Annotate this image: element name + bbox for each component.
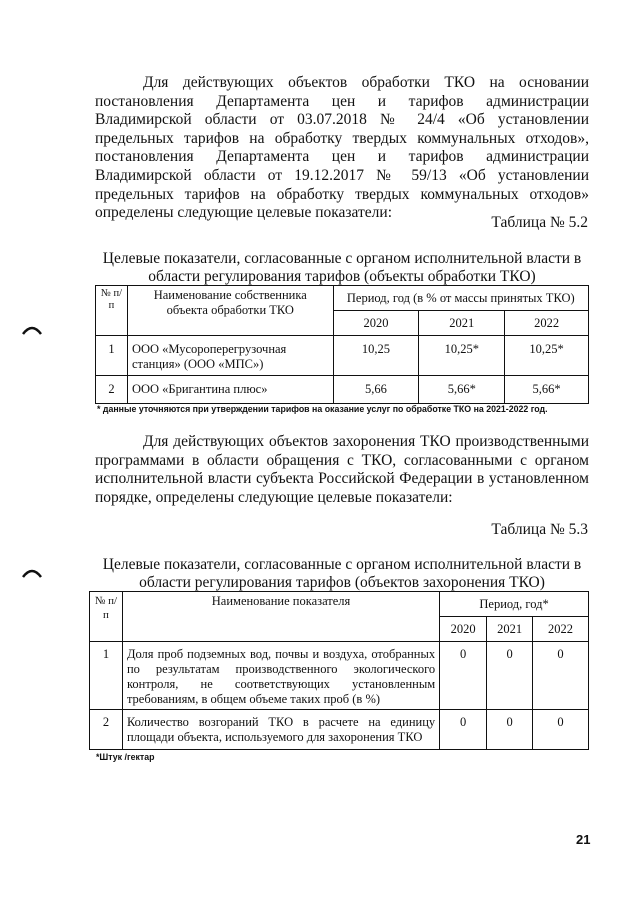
header-number: № п/п xyxy=(96,286,128,336)
value-2022: 5,66* xyxy=(505,376,589,404)
table-5-3-footnote: *Штук /гектар xyxy=(96,752,155,762)
value-2022: 10,25* xyxy=(505,336,589,376)
row-number: 2 xyxy=(96,376,128,404)
row-owner-name: ООО «Бригантина плюс» xyxy=(127,376,333,404)
punch-hole-mark xyxy=(22,565,42,579)
table-5-2-footnote: * данные уточняются при утверждении тарифов на оказание услуг по обработке ТКО на 2021-2022 год. xyxy=(97,404,548,414)
table-5-2 xyxy=(95,285,589,404)
row-indicator-name: Доля проб подземных вод, почвы и воздуха, отобранных по результатам производственного экологического контроля, не соответствующих установленным требованиям, в общем объеме таких проб (в %) xyxy=(122,642,439,710)
value-2022: 0 xyxy=(533,710,589,750)
header-year-2020: 2020 xyxy=(333,311,419,336)
row-indicator-name: Количество возгораний ТКО в расчете на единицу площади объекта, используемого для захоронения ТКО xyxy=(122,710,439,750)
header-period: Период, год* xyxy=(440,592,589,617)
value-2020: 10,25 xyxy=(333,336,419,376)
header-number: № п/п xyxy=(90,592,123,642)
value-2022: 0 xyxy=(533,642,589,710)
value-2020: 0 xyxy=(440,642,487,710)
page-number: 21 xyxy=(576,832,591,847)
header-year-2021: 2021 xyxy=(487,617,533,642)
table-row xyxy=(90,710,589,750)
value-2021: 0 xyxy=(487,642,533,710)
row-number: 1 xyxy=(96,336,128,376)
value-2021: 0 xyxy=(487,710,533,750)
table-5-3-label: Таблица № 5.3 xyxy=(491,521,588,538)
header-owner-name: Наименование собственника объекта обработки ТКО xyxy=(127,286,333,336)
paragraph-2: Для действующих объектов захоронения ТКО производственными программами в области обращения с ТКО, согласованными с органом исполнительной власти субъекта Российской Федерации в установленном порядке, определены следующие целевые показатели: xyxy=(95,433,589,506)
paragraph-1: Для действующих объектов обработки ТКО на основании постановления Департамента цен и тарифов администрации Владимирской области от 03.07.2018 № 24/4 «Об установлении предельных тарифов на обработку твердых коммунальных отходов», постановления Департамента цен и тарифов администрации Владимирской области от 19.12.2017 № 59/13 «Об установлении предельных тарифов на обработку твердых коммунальных отходов» определены следующие целевые показатели: xyxy=(95,74,589,222)
table-row xyxy=(90,642,589,710)
value-2020: 0 xyxy=(440,710,487,750)
table-5-3-title: Целевые показатели, согласованные с органом исполнительной власти в области регулирования тарифов (объектов захоронения ТКО) xyxy=(102,556,582,591)
value-2021: 10,25* xyxy=(419,336,505,376)
header-indicator-name: Наименование показателя xyxy=(122,592,439,642)
header-period: Период, год (в % от массы принятых ТКО) xyxy=(333,286,588,311)
punch-hole-mark xyxy=(22,322,42,336)
header-year-2020: 2020 xyxy=(440,617,487,642)
table-5-2-title: Целевые показатели, согласованные с органом исполнительной власти в области регулирования тарифов (объекты обработки ТКО) xyxy=(102,250,582,285)
row-owner-name: ООО «Мусороперегрузочная станция» (ООО «МПС») xyxy=(127,336,333,376)
table-row xyxy=(96,336,589,376)
row-number: 2 xyxy=(90,710,123,750)
row-number: 1 xyxy=(90,642,123,710)
table-5-3 xyxy=(89,591,589,750)
value-2020: 5,66 xyxy=(333,376,419,404)
header-year-2021: 2021 xyxy=(419,311,505,336)
header-year-2022: 2022 xyxy=(533,617,589,642)
value-2021: 5,66* xyxy=(419,376,505,404)
header-year-2022: 2022 xyxy=(505,311,589,336)
table-row xyxy=(96,376,589,404)
table-5-2-label: Таблица № 5.2 xyxy=(491,214,588,231)
